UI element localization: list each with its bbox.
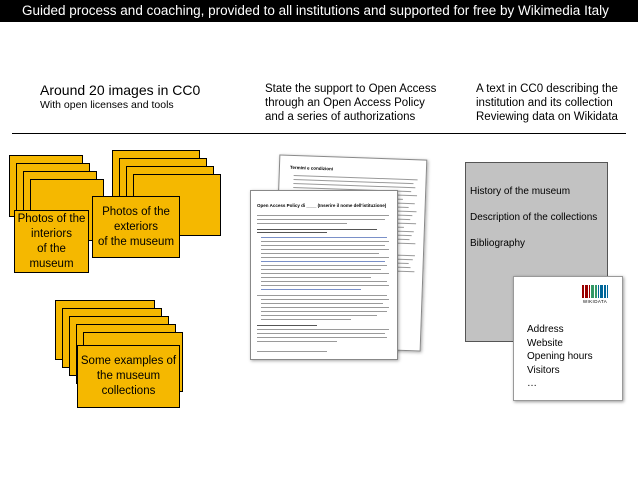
wikidata-field-ellipsis: …: [527, 378, 537, 389]
wikidata-logo: [580, 285, 610, 304]
bibliography-item: Bibliography: [470, 238, 526, 249]
open-access-line-2: through an Open Access Policy: [265, 97, 425, 109]
wikidata-field-visitors: Visitors: [527, 364, 560, 376]
images-heading: Around 20 images in CC0: [40, 82, 201, 98]
wikidata-field-opening-hours: Opening hours: [527, 351, 593, 362]
column-heading-open-access: [265, 82, 436, 124]
images-subheading: With open licenses and tools: [40, 99, 174, 111]
interiors-label-line-2: interiors: [31, 227, 72, 240]
column-heading-text: [476, 82, 618, 124]
interiors-label-line-1: Photos of the: [17, 212, 86, 225]
policy-document-title: Open Access Policy di ____ (Inserire il nome dell'istituzione): [257, 203, 387, 208]
open-access-policy-document: [250, 190, 398, 360]
exteriors-label-line-1: Photos of the: [102, 205, 170, 218]
collections-label-card: [77, 345, 180, 408]
interiors-label-line-3: of the museum: [29, 242, 74, 270]
wikidata-fields: [527, 323, 593, 391]
collections-label-line-1: Some examples of: [80, 355, 177, 367]
collections-description-item: Description of the collections: [470, 212, 598, 223]
open-access-line-1: State the support to Open Access: [265, 83, 437, 95]
text-column-line-1: A text in CC0 describing the: [476, 83, 618, 95]
horizontal-divider: [12, 133, 626, 134]
terms-document-title: Termini e condizioni: [289, 164, 334, 172]
history-item: History of the museum: [470, 186, 571, 197]
text-column-line-3: Reviewing data on Wikidata: [476, 111, 618, 123]
column-heading-images: [40, 82, 200, 112]
open-access-line-3: and a series of authorizations: [265, 111, 416, 123]
exteriors-label-line-2: exteriors: [113, 220, 159, 233]
wikidata-field-address: Address: [527, 324, 564, 335]
wikidata-card: [513, 276, 623, 401]
wikidata-field-website: Website: [527, 337, 563, 349]
title-banner: [0, 0, 638, 22]
exteriors-label-card: [92, 196, 180, 258]
collections-label-line-2: the museum: [96, 370, 161, 382]
text-column-line-2: institution and its collection: [476, 97, 613, 109]
interiors-label-card: [14, 210, 89, 273]
wikidata-barcode-icon: [580, 285, 610, 298]
collections-label-line-3: collections: [101, 385, 156, 397]
wikidata-logo-text: WIKIDATA: [582, 299, 608, 304]
banner-text: Guided process and coaching, provided to all institutions and supported for free by Wikimedia Italy: [22, 3, 609, 18]
exteriors-label-line-3: of the museum: [97, 235, 175, 248]
